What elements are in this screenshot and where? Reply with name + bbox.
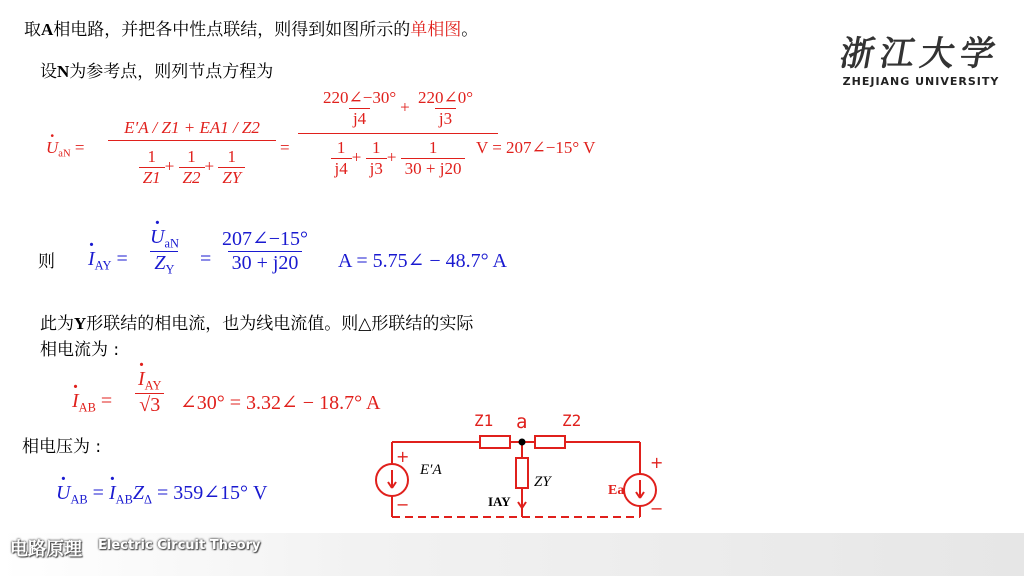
fraction xyxy=(134,368,165,417)
den-zy: ZY xyxy=(218,167,245,188)
num-a: 220∠−30° xyxy=(322,88,397,107)
text: 设 xyxy=(40,62,57,82)
subscript: aN xyxy=(58,148,71,160)
iay-label: IAY xyxy=(488,494,511,509)
minus-sign: − xyxy=(650,499,664,518)
den-j4: j4 xyxy=(331,158,352,179)
explanation-line-2: 相电流为 : xyxy=(40,340,120,360)
logo-chinese: 浙江大学 xyxy=(836,34,1004,74)
text: 为参考点，则列节点方程为 xyxy=(69,62,274,82)
num-a-den: j4 xyxy=(349,108,370,129)
reference-line xyxy=(40,60,273,84)
z1-resistor xyxy=(480,436,510,448)
node-a-label: a xyxy=(516,411,528,433)
text: 。 xyxy=(461,20,479,40)
den-one: 1 xyxy=(371,138,381,157)
equals: = xyxy=(280,138,290,157)
result: = 359∠15° V xyxy=(156,482,268,504)
subscript: AB xyxy=(78,400,96,415)
symbol: · U xyxy=(46,138,58,158)
text: 形联结的相电流，也为线电流值。则△形联结的实际 xyxy=(86,314,474,334)
phase-voltage-equation: · $U_{AB}$ = · $I_{AB}Z_\Delta$ = 359∠15° V xyxy=(56,480,267,507)
fraction-symbolic: E′A / Z1 + EA1 / Z2 $\frac{1}{Z1}$ + $\frac{1}{Z2}$ + $\frac{1}{ZY}$ xyxy=(108,118,276,188)
den-one: 1 xyxy=(336,138,346,157)
ea-left-label: E′A xyxy=(420,462,442,478)
symbol: · I xyxy=(88,248,95,271)
subscript: AY xyxy=(94,258,112,273)
phase-voltage-label: 相电压为 : xyxy=(22,437,102,457)
den-30j20: 30 + j20 xyxy=(401,158,466,179)
minus-sign: − xyxy=(396,495,410,514)
num-b-den: j3 xyxy=(435,108,456,129)
subscript: AY xyxy=(144,378,162,393)
numerator: 207∠−15° xyxy=(222,228,309,250)
plus-sign: + xyxy=(396,447,410,466)
node-a-dot xyxy=(519,439,526,446)
fraction-values xyxy=(218,226,312,275)
den-one: 1 xyxy=(227,147,237,166)
den-one: 1 xyxy=(428,138,438,157)
result: V = 207∠−15° V xyxy=(476,138,596,157)
z2-resistor xyxy=(535,436,565,448)
symbol: · I xyxy=(109,482,116,505)
fraction-numeric: $\frac{220\angle-30^\circ}{j4}$ + $\frac{220\angle 0^\circ}{j3}$ $\frac{1}{j4}$ + $\frac{1}{j3}$ + $\frac{1}{30 + j20}$ xyxy=(298,88,498,179)
footer-course-en: Electric Circuit Theory xyxy=(98,538,261,553)
den-z1: Z1 xyxy=(139,167,165,188)
highlight-text: 单相图 xyxy=(410,20,462,40)
footer-course-cn: 电路原理 xyxy=(10,539,82,560)
z2-label: Z2 xyxy=(562,411,582,430)
plus-sign: + xyxy=(650,453,664,472)
phase-current-equation: · $I_{AB}$ = · $\frac{I_{AY}}{√3}$ ∠30° = 3.32∠ − 18.7° A xyxy=(72,368,432,438)
z1-label: Z1 xyxy=(474,411,494,430)
lhs-uan: · $U_{aN}$ = xyxy=(46,138,84,160)
text: 此为 xyxy=(40,314,74,334)
den-z2: Z2 xyxy=(179,167,205,188)
result: A = 5.75∠ − 48.7° A xyxy=(338,250,507,272)
subscript: AB xyxy=(115,492,133,507)
num-b: 220∠0° xyxy=(417,88,474,107)
denominator: √3 xyxy=(135,393,164,417)
ea-right-label: Ea xyxy=(608,483,625,498)
den-one: 1 xyxy=(187,147,196,166)
symbol: Z xyxy=(132,482,144,504)
subscript: aN xyxy=(164,236,179,251)
fraction-u-z xyxy=(146,226,183,278)
subscript: AB xyxy=(70,492,88,507)
subscript: Y xyxy=(165,262,175,277)
text: 相电路，并把各中性点联结，则得到如图所示的 xyxy=(53,20,411,40)
numerator: E′A / Z1 + EA1 / Z2 xyxy=(124,118,260,137)
intro-line xyxy=(24,18,478,42)
symbol: Z xyxy=(154,252,166,275)
text: 取 xyxy=(24,20,41,40)
then-label: 则 xyxy=(38,252,55,272)
symbol: · I xyxy=(138,368,145,391)
text: N xyxy=(57,62,70,81)
text: Y xyxy=(74,314,87,333)
current-equation: · $I_{AY}$ = · $\frac{U_{aN}}{Z_Y}$ = $\frac{207\angle-15^\circ}{30 + j20}$ A = 5.75∠ − 48.7° A xyxy=(88,226,548,290)
symbol: · U xyxy=(56,482,70,505)
logo-english: ZHEJIANG UNIVERSITY xyxy=(842,75,1000,88)
result: ∠30° = 3.32∠ − 18.7° A xyxy=(180,392,381,414)
symbol: · I xyxy=(72,390,79,413)
explanation-line xyxy=(40,312,473,336)
den-j3: j3 xyxy=(366,158,387,179)
den-one: 1 xyxy=(147,147,156,166)
zy-label: ZY xyxy=(534,474,551,490)
text: A xyxy=(41,20,54,39)
single-phase-circuit xyxy=(370,402,670,552)
zy-resistor xyxy=(516,458,528,488)
university-logo xyxy=(836,26,1006,88)
symbol: · U xyxy=(150,226,164,249)
subscript: Δ xyxy=(143,492,152,507)
denominator: 30 + j20 xyxy=(228,251,303,275)
node-equation xyxy=(40,88,640,213)
